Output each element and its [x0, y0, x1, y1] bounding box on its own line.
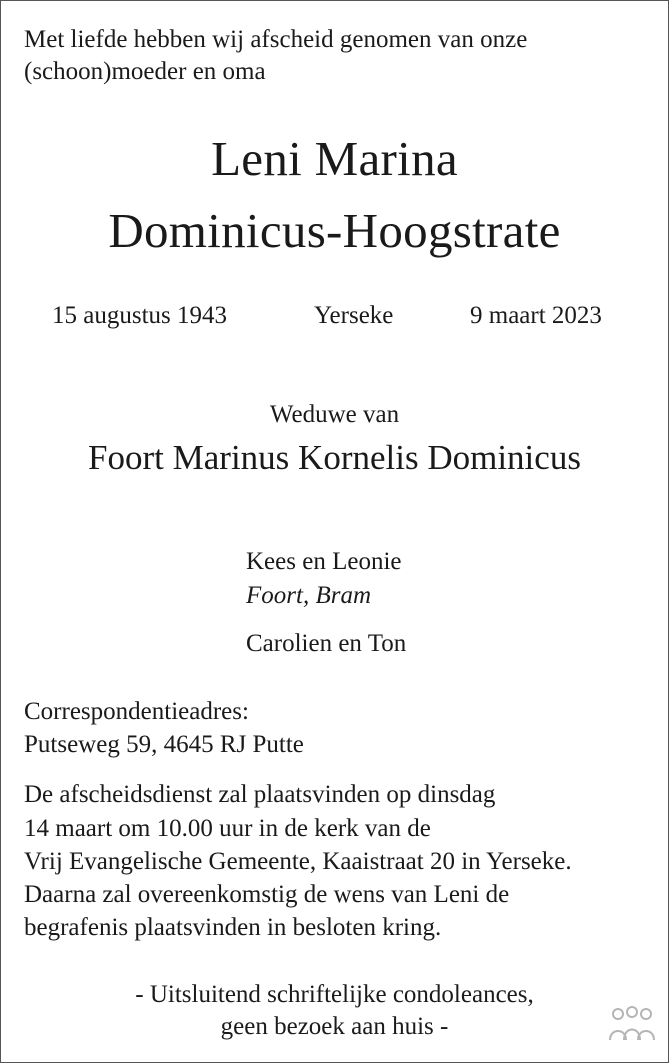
- correspondence-address: Putseweg 59, 4645 RJ Putte: [24, 731, 304, 758]
- correspondence-label: Correspondentieadres:: [24, 698, 249, 725]
- birth-date: 15 augustus 1943: [52, 302, 227, 329]
- intro-line-1: Met liefde hebben wij afscheid genomen van onze: [24, 26, 528, 53]
- people-group-icon: [608, 1006, 656, 1046]
- family-line-2: Foort, Bram: [246, 582, 371, 609]
- deceased-surname: Dominicus-Hoogstrate: [108, 203, 561, 258]
- intro-line-2: (schoon)moeder en oma: [24, 58, 266, 85]
- place: Yerseke: [314, 302, 394, 329]
- closing-line-2: geen bezoek aan huis -: [220, 1013, 449, 1040]
- spouse-name: Foort Marinus Kornelis Dominicus: [88, 438, 581, 477]
- service-line-2: 14 maart om 10.00 uur in de kerk van de: [24, 815, 431, 842]
- deceased-first-names: Leni Marina: [211, 131, 458, 186]
- service-line-5: begrafenis plaatsvinden in besloten kring.: [24, 914, 442, 941]
- service-line-4: Daarna zal overeenkomstig de wens van Leni de: [24, 881, 510, 908]
- widow-label: Weduwe van: [269, 401, 400, 428]
- service-line-1: De afscheidsdienst zal plaatsvinden op dinsdag: [24, 781, 496, 808]
- family-line-3: Carolien en Ton: [246, 630, 407, 657]
- family-line-1: Kees en Leonie: [246, 548, 402, 575]
- service-line-3: Vrij Evangelische Gemeente, Kaaistraat 20 in Yerseke.: [24, 848, 572, 875]
- closing-line-1: - Uitsluitend schriftelijke condoleances,: [135, 981, 534, 1008]
- death-date: 9 maart 2023: [470, 302, 602, 329]
